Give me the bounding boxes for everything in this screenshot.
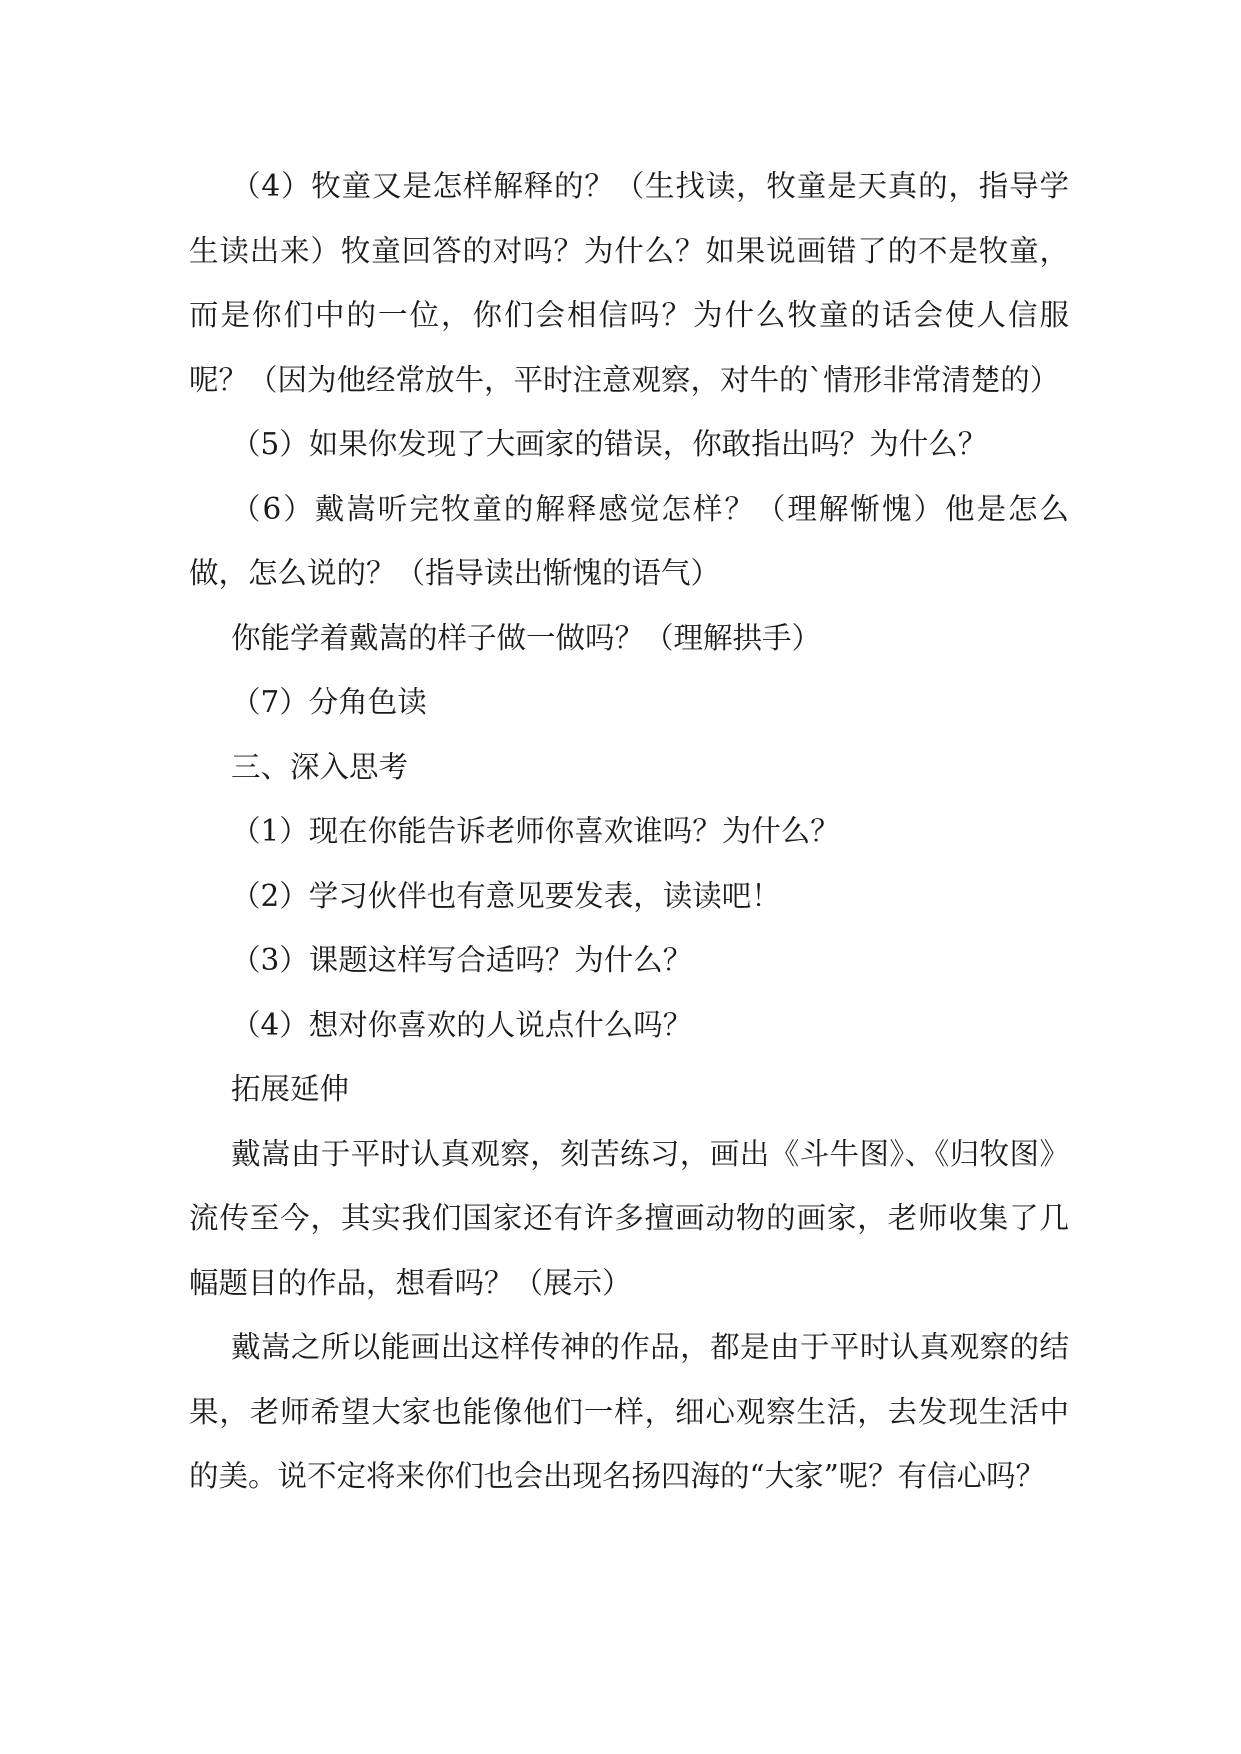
- paragraph-dt-q1: （1）现在你能告诉老师你喜欢谁吗？为什么？: [231, 814, 840, 848]
- paragraph-conclusion: 戴嵩之所以能画出这样传神的作品，都是由于平时认真观察的结果，老师希望大家也能像他们一样，细心观察生活，去发现生活中的美。说不定将来你们也会出现名扬四海的“大家”呢？有信心吗？: [189, 1330, 1069, 1493]
- paragraph-q7-role-reading: （7）分角色读: [231, 685, 427, 719]
- paragraph-dt-q4: （4）想对你喜欢的人说点什么吗？: [231, 1007, 693, 1042]
- paragraph-q4-herdboy-explanation: （4）牧童又是怎样解释的？（生找读，牧童是天真的，指导学生读出来）牧童回答的对吗？为什么？如果说画错了的不是牧童，而是你们中的一位，你们会相信吗？为什么牧童的话会使人信服呢？（因为他经常放牛，平时注意观察，对牛的`情形非常清楚的）: [189, 169, 1069, 397]
- document-body: [189, 154, 1069, 1509]
- paragraph-imitate-daisong: 你能学着戴嵩的样子做一做吗？（理解拱手）: [231, 620, 822, 655]
- paragraph-dt-q2: （2）学习伙伴也有意见要发表，读读吧！: [231, 878, 781, 913]
- paragraph-extension-paintings: 戴嵩由于平时认真观察，刻苦练习，画出《斗牛图》、《归牧图》流传至今，其实我们国家还有许多擅画动物的画家，老师收集了几幅题目的作品，想看吗？（展示）: [189, 1136, 1069, 1300]
- paragraph-q6-daisong-feeling: （6）戴嵩听完牧童的解释感觉怎样？（理解惭愧）他是怎么做，怎么说的？（指导读出惭愧的语气）: [189, 491, 1069, 590]
- paragraph-dt-q3: （3）课题这样写合适吗？为什么？: [231, 943, 693, 977]
- paragraph-q5-point-out-error: （5）如果你发现了大画家的错误，你敢指出吗？为什么？: [231, 427, 988, 461]
- section-heading-deep-thinking: 三、深入思考: [231, 749, 409, 784]
- section-heading-extension: 拓展延伸: [231, 1072, 350, 1106]
